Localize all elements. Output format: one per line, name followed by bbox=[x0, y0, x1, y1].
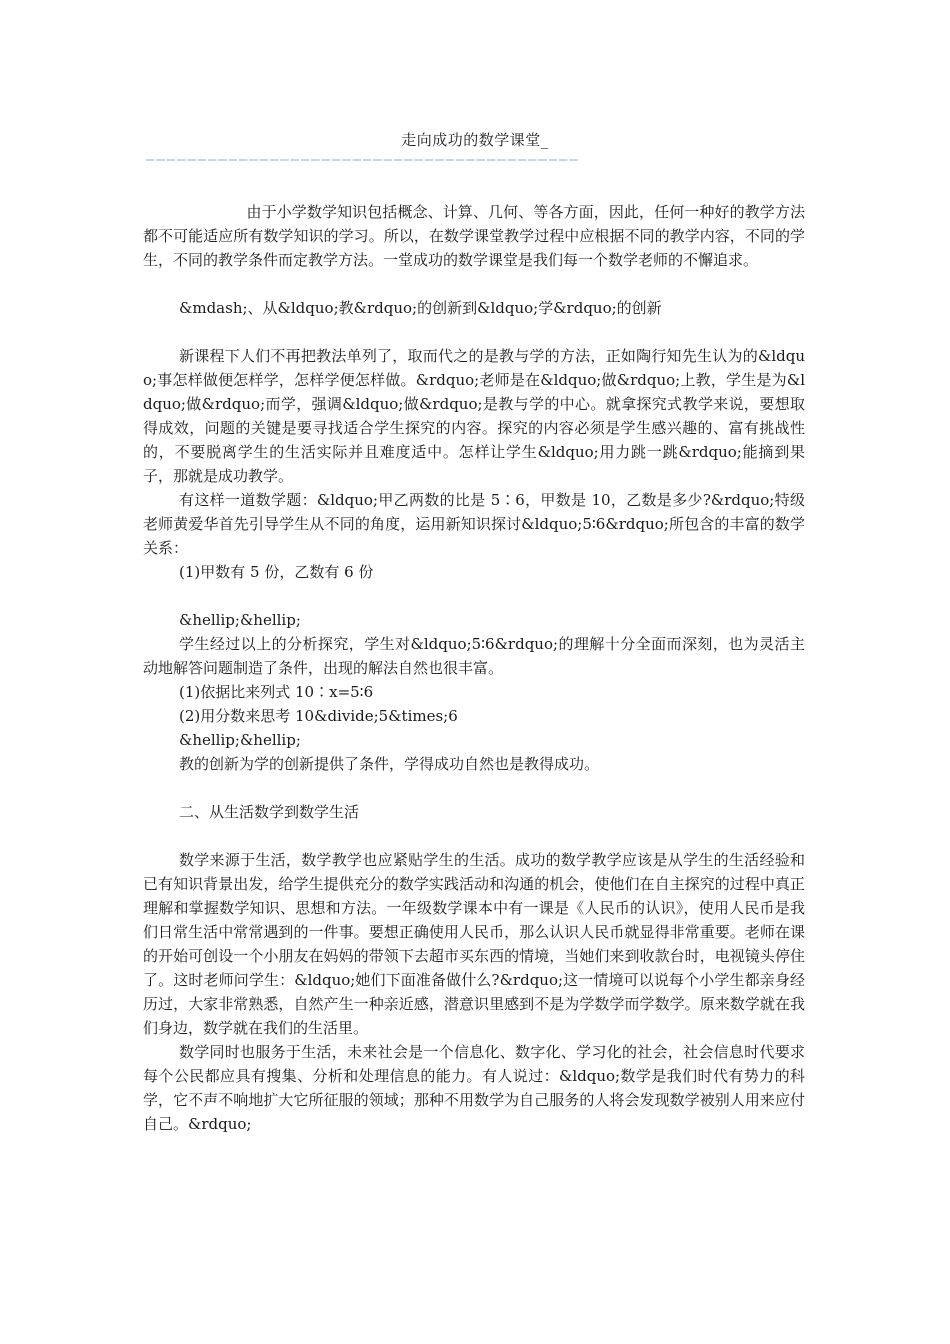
list-item: (2)用分数来思考 10&divide;5&times;6 bbox=[179, 707, 458, 725]
list-item: (1)甲数有 5 份，乙数有 6 份 bbox=[179, 563, 374, 581]
title-divider: —————————————————————————————————————————— bbox=[146, 153, 580, 167]
body-paragraph: 学生经过以上的分析探究，学生对&ldquo;5∶6&rdquo;的理解十分全面而深刻，也为灵活主动地解答问题制造了条件，出现的解法自然也很丰富。 bbox=[143, 635, 805, 677]
body-paragraph: 有这样一道数学题：&ldquo;甲乙两数的比是 5∶6，甲数是 10，乙数是多少?&rdquo;特级老师黄爱华首先引导学生从不同的角度，运用新知识探讨&ldquo;5∶6&rdquo;所包含的丰富的数学关系： bbox=[143, 491, 805, 557]
intro-paragraph: 由于小学数学知识包括概念、计算、几何、等各方面，因此，任何一种好的教学方法都不可能适应所有数学知识的学习。所以，在数学课堂教学过程中应根据不同的教学内容，不同的学生，不同的教学条件而定教学方法。一堂成功的数学课堂是我们每一个数学老师的不懈追求。 bbox=[143, 203, 805, 269]
list-item: (1)依据比来列式 10∶x=5∶6 bbox=[179, 683, 374, 701]
body-paragraph: 新课程下人们不再把教法单列了，取而代之的是教与学的方法，正如陶行知先生认为的&ldquo;事怎样做便怎样学，怎样学便怎样做。&rdquo;老师是在&ldquo;做&rdquo;上教，学生是为&ldquo;做&rdquo;而学，强调&ldquo;做&rdquo;是教与学的中心。就拿探究式教学来说，要想取得成效，问题的关键是要寻找适合学生探究的内容。探究的内容必须是学生感兴趣的、富有挑战性的，不要脱离学生的生活实际并且难度适中。怎样让学生&ldquo;用力跳一跳&rdquo;能摘到果子，那就是成功教学。 bbox=[143, 347, 805, 485]
body-paragraph: 数学来源于生活，数学教学也应紧贴学生的生活。成功的数学教学应该是从学生的生活经验和已有知识背景出发，给学生提供充分的数学实践活动和沟通的机会，使他们在自主探究的过程中真正理解和掌握数学知识、思想和方法。一年级数学课本中有一课是《人民币的认识》，使用人民币是我们日常生活中常常遇到的一件事。要想正确使用人民币，那么认识人民币就显得非常重要。老师在课的开始可创设一个小朋友在妈妈的带领下去超市买东西的情境，当她们来到收款台时，电视镜头停住了。这时老师问学生：&ldquo;她们下面准备做什么?&rdquo;这一情境可以说每个小学生都亲身经历过，大家非常熟悉，自然产生一种亲近感，潜意识里感到不是为学数学而学数学。原来数学就在我们身边，数学就在我们的生活里。 bbox=[143, 851, 805, 1037]
ellipsis-line: &hellip;&hellip; bbox=[179, 731, 301, 749]
ellipsis-line: &hellip;&hellip; bbox=[179, 611, 301, 629]
body-paragraph: 教的创新为学的创新提供了条件，学得成功自然也是教得成功。 bbox=[179, 755, 600, 773]
document-title: 走向成功的数学课堂_ bbox=[401, 131, 549, 149]
document-body bbox=[143, 200, 805, 1136]
section-heading-1: &mdash;、从&ldquo;教&rdquo;的创新到&ldquo;学&rdquo;的创新 bbox=[179, 299, 662, 317]
body-paragraph: 数学同时也服务于生活，未来社会是一个信息化、数字化、学习化的社会，社会信息时代要求每个公民都应具有搜集、分析和处理信息的能力。有人说过：&ldquo;数学是我们时代有势力的科学，它不声不响地扩大它所征服的领域；那种不用数学为自己服务的人将会发现数学被别人用来应付自己。&rdquo; bbox=[143, 1043, 805, 1133]
section-heading-2: 二、从生活数学到数学生活 bbox=[179, 803, 360, 821]
